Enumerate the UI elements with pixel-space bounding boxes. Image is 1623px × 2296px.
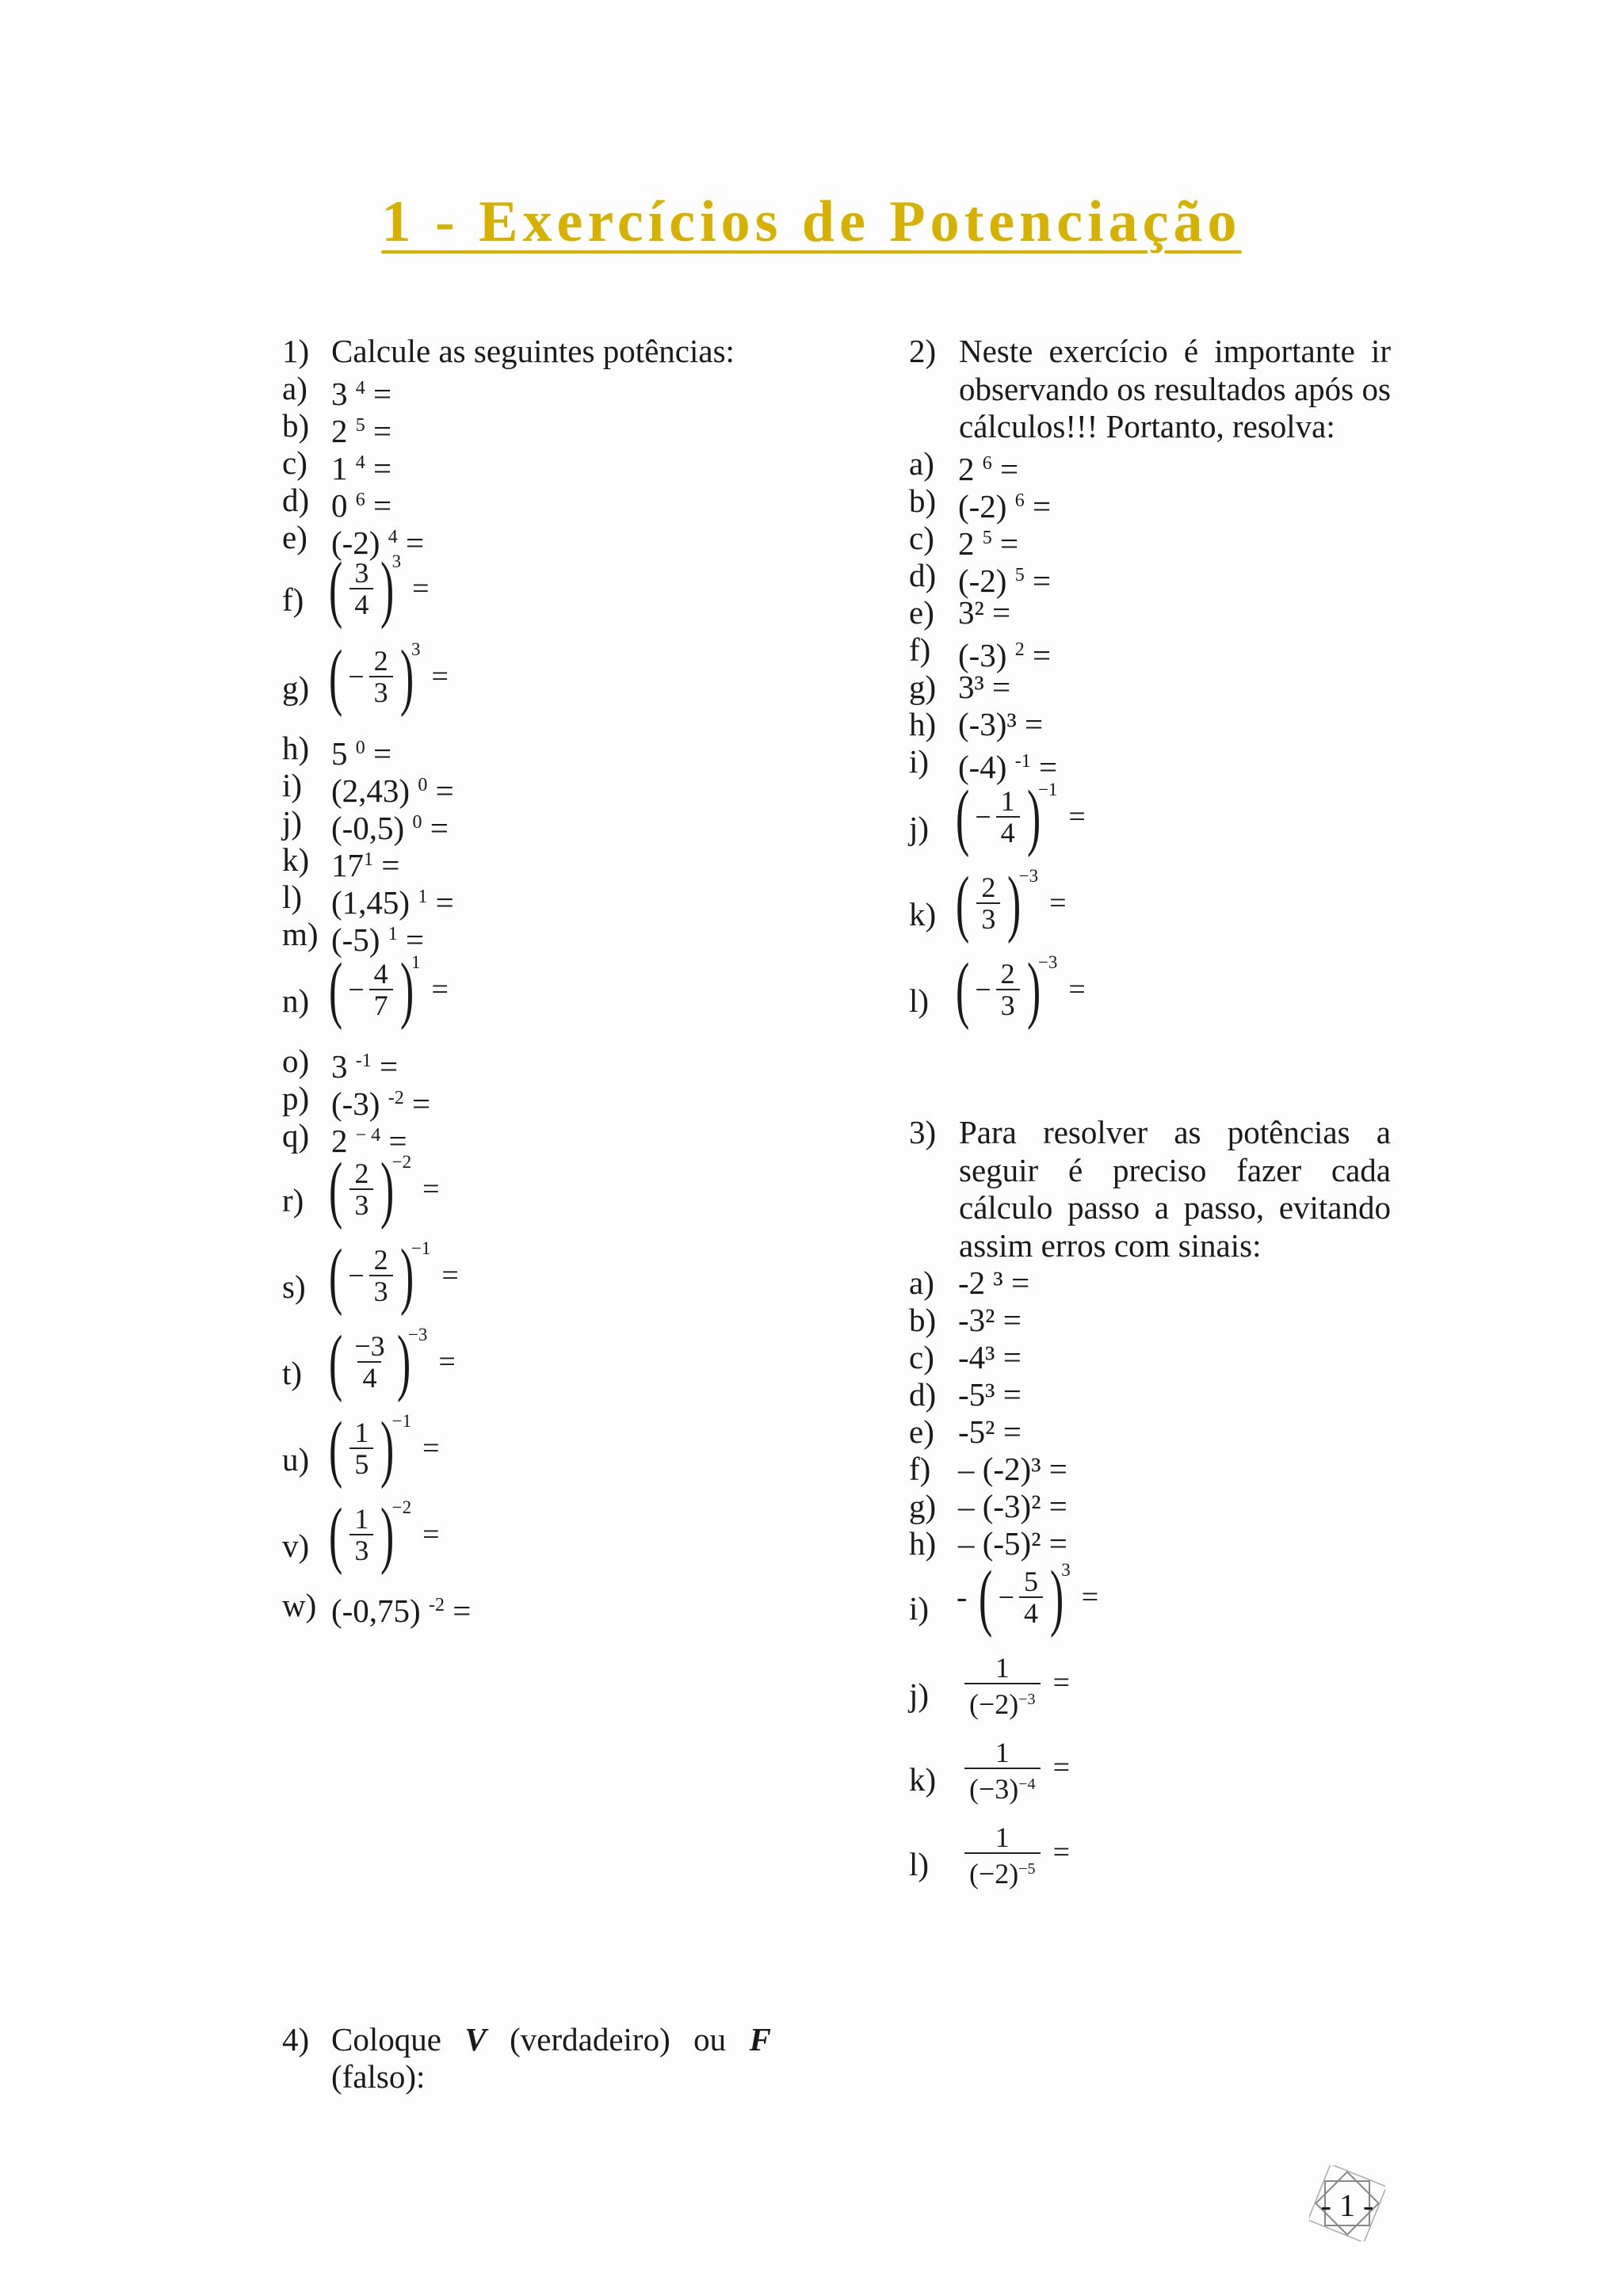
fraction-power: ( $\frac{3}{4}$ ) 3 = xyxy=(329,547,430,630)
fraction-power: ( $\frac{1}{3}$ ) −2 = xyxy=(329,1493,440,1576)
question-number: 2) xyxy=(909,333,937,369)
fraction-power: ( $\frac{-3}{4}$ ) −3 = xyxy=(329,1321,456,1403)
page-title: 1 - Exercícios de Potenciação xyxy=(381,189,1242,254)
fraction-power: ( $\frac{1}{5}$ ) −1 = xyxy=(329,1407,440,1489)
reciprocal-fraction: $\frac{1}{(-3)^{-4}}$ = xyxy=(963,1737,1070,1804)
fraction-power: ( − $\frac{2}{3}$ ) −3 = xyxy=(956,948,1086,1031)
question-number: 1) xyxy=(282,333,310,369)
fraction-power: ( − $\frac{2}{3}$ ) −1 = xyxy=(329,1234,459,1317)
fraction-power: ( − $\frac{4}{7}$ ) 1 = xyxy=(329,948,449,1031)
question-number: 4) xyxy=(282,2021,310,2058)
question-text: Calcule as seguintes potências: xyxy=(331,333,735,369)
fraction-power: ( $\frac{2}{3}$ ) −2 = xyxy=(329,1148,440,1230)
fraction-power: ( $\frac{2}{3}$ ) −3 = xyxy=(956,862,1067,944)
page-number: - 1 - xyxy=(1320,2187,1374,2223)
question-text: Coloque V (verdadeiro) ou F xyxy=(331,2021,771,2058)
fraction-power: ( − $\frac{1}{4}$ ) −1 = xyxy=(956,776,1086,858)
reciprocal-fraction: $\frac{1}{(-2)^{-5}}$ = xyxy=(963,1822,1070,1889)
question-text-cont: (falso): xyxy=(331,2058,426,2095)
question-text: Neste exercício é importante ir observando os resultados após os cálculos!!! Portanto, resolva: xyxy=(959,333,1391,444)
reciprocal-fraction: $\frac{1}{(-2)^{-3}}$ = xyxy=(963,1653,1070,1719)
question-number: 3) xyxy=(909,1114,937,1150)
question-text: Para resolver as potências a seguir é preciso fazer cada cálculo passo a passo, evitando assim erros com sinais: xyxy=(959,1114,1391,1264)
fraction-power: ( − $\frac{2}{3}$ ) 3 = xyxy=(329,635,449,718)
fraction-power: - ( − $\frac{5}{4}$ ) 3 = xyxy=(957,1556,1099,1638)
